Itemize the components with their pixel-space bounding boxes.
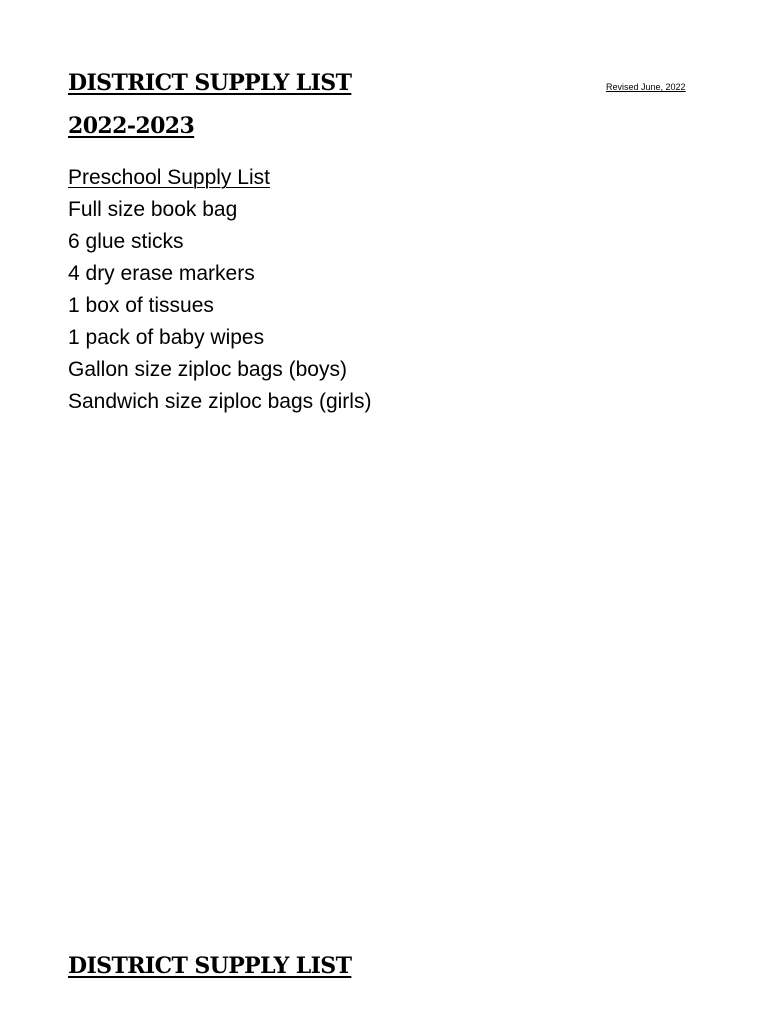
supply-item: Gallon size ziploc bags (boys) xyxy=(68,358,347,381)
preschool-list-heading: Preschool Supply List xyxy=(68,166,270,189)
document-title: DISTRICT SUPPLY LIST xyxy=(68,70,352,96)
supply-item: 1 pack of baby wipes xyxy=(68,326,265,349)
supply-item: 6 glue sticks xyxy=(68,230,184,253)
supply-item: 4 dry erase markers xyxy=(68,262,255,285)
second-document-title: DISTRICT SUPPLY LIST xyxy=(68,953,352,979)
supply-item: Sandwich size ziploc bags (girls) xyxy=(68,390,372,413)
preschool-supply-list xyxy=(68,162,371,418)
revised-note: Revised June, 2022 xyxy=(606,82,686,92)
supply-item: Full size book bag xyxy=(68,198,238,221)
school-year: 2022-2023 xyxy=(68,113,195,139)
supply-item: 1 box of tissues xyxy=(68,294,214,317)
